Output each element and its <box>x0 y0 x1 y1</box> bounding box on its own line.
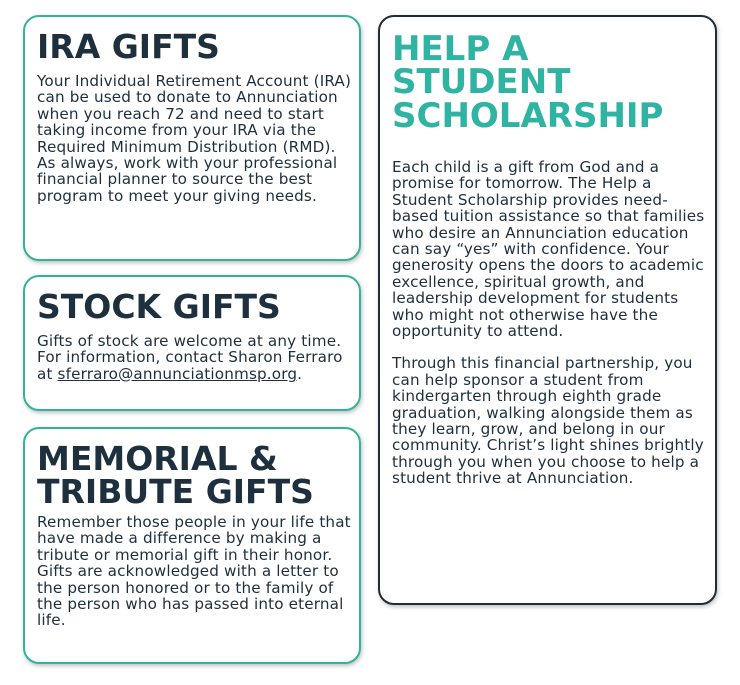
scholarship-card <box>378 15 717 605</box>
scholarship-title-line3: SCHOLARSHIP <box>392 95 664 136</box>
scholarship-paragraph-1: Each child is a gift from God and a promise for tomorrow. The Help a Student Scholarship provides need-based tuition assistance so that families who desire an Annunciation education can say “yes” with confidence. Your generosity opens the doors to academic excellence, spiritual growth, and leadership development for students who might not otherwise have the opportunity to attend. <box>392 157 705 340</box>
memorial-tribute-text: Remember those people in your life that have made a difference by making a tribute or memorial gift in their honor. Gifts are acknowledged with a letter to the person honored or to the family of the person who has passed into eternal life. <box>37 513 351 630</box>
ira-gifts-text: Your Individual Retirement Account (IRA) can be used to donate to Annunciation when you reach 72 and need to start taking income from your IRA via the Required Minimum Distribution (RMD). As always, work with your professional financial planner to source the best program to meet your giving needs. <box>37 72 352 205</box>
scholarship-title <box>392 29 715 136</box>
memorial-title-line1: MEMORIAL & <box>37 439 278 478</box>
stock-gifts-body: Gifts of stock are welcome at any time. For information, contact Sharon Ferraro at <box>37 332 343 383</box>
scholarship-title-line2: STUDENT <box>392 62 571 103</box>
contact-email-link[interactable]: sferraro@annunciationmsp.org <box>57 364 298 383</box>
memorial-tribute-title <box>37 439 359 511</box>
memorial-tribute-card <box>23 427 361 664</box>
stock-gifts-title: STOCK GIFTS <box>37 287 281 326</box>
memorial-title-line2: TRIBUTE GIFTS <box>37 472 314 511</box>
stock-gifts-text <box>37 333 359 382</box>
stock-gifts-card <box>23 275 361 411</box>
stock-gifts-period: . <box>297 364 303 383</box>
ira-gifts-card <box>23 15 361 261</box>
scholarship-paragraph-2: Through this financial partnership, you can help sponsor a student from kindergarten through eighth grade graduation, walking alongside them as they learn, grow, and belong in our community. Christ’s light shines brightly through you when you choose to help a student thrive at Annunciation. <box>392 354 704 488</box>
scholarship-title-line1: HELP A <box>392 29 529 69</box>
ira-gifts-title: IRA GIFTS <box>37 27 220 66</box>
